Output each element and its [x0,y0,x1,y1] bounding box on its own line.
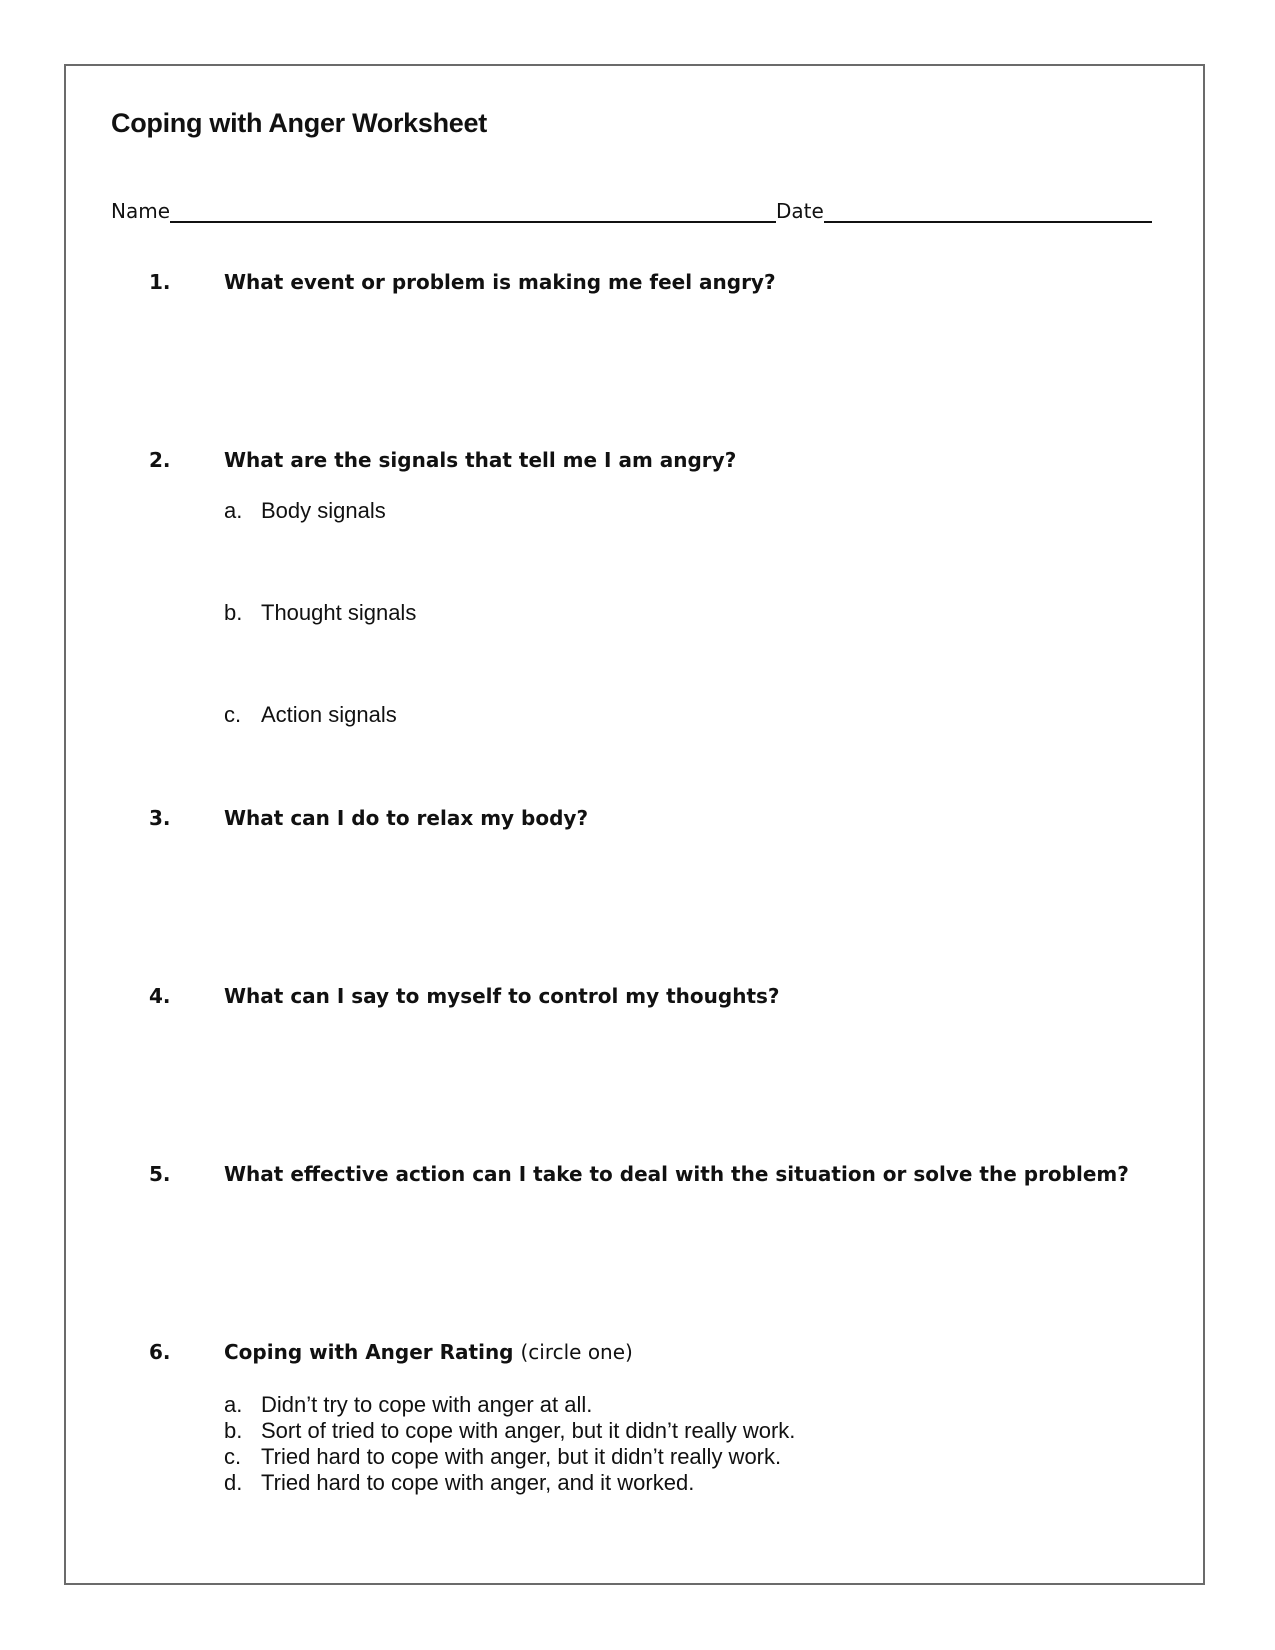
question-number: 1. [149,270,171,294]
rating-instruction: (circle one) [520,1340,633,1364]
question-4-text: What can I say to myself to control my thoughts? [224,984,780,1008]
item-letter: a. [224,1392,243,1417]
question-number: 5. [149,1162,171,1186]
question-1-text: What event or problem is making me feel angry? [224,270,776,294]
question-3-text: What can I do to relax my body? [224,806,589,830]
question-number: 6. [149,1340,171,1364]
rating-option-b[interactable] [224,1418,795,1444]
item-text: Didn’t try to cope with anger at all. [261,1392,593,1417]
signal-item-body [224,498,386,524]
question-number: 3. [149,806,171,830]
rating-option-a[interactable] [224,1392,592,1418]
question-number: 2. [149,448,171,472]
item-letter: d. [224,1470,243,1495]
signal-item-action [224,702,397,728]
item-letter: c. [224,702,242,727]
item-text: Tried hard to cope with anger, and it worked. [261,1470,695,1495]
item-text: Tried hard to cope with anger, but it didn’t really work. [261,1444,782,1469]
question-5-text: What effective action can I take to deal with the situation or solve the problem? [224,1162,1129,1186]
item-letter: b. [224,1418,243,1443]
rating-option-c[interactable] [224,1444,781,1470]
question-2-text: What are the signals that tell me I am angry? [224,448,737,472]
item-letter: b. [224,600,243,625]
date-label: Date [776,199,824,223]
item-letter: a. [224,498,243,523]
rating-heading: Coping with Anger Rating [224,1340,514,1364]
item-text: Body signals [261,498,386,523]
signal-item-thought [224,600,416,626]
question-number: 4. [149,984,171,1008]
name-label: Name [111,199,171,223]
date-field[interactable] [824,197,1152,223]
rating-option-d[interactable] [224,1470,694,1496]
item-text: Sort of tried to cope with anger, but it didn’t really work. [261,1418,796,1443]
item-text: Action signals [261,702,397,727]
item-text: Thought signals [261,600,417,625]
worksheet-title: Coping with Anger Worksheet [111,108,487,138]
name-date-row [111,193,1152,223]
name-field[interactable] [170,197,776,223]
question-6-text [224,1340,633,1364]
item-letter: c. [224,1444,242,1469]
